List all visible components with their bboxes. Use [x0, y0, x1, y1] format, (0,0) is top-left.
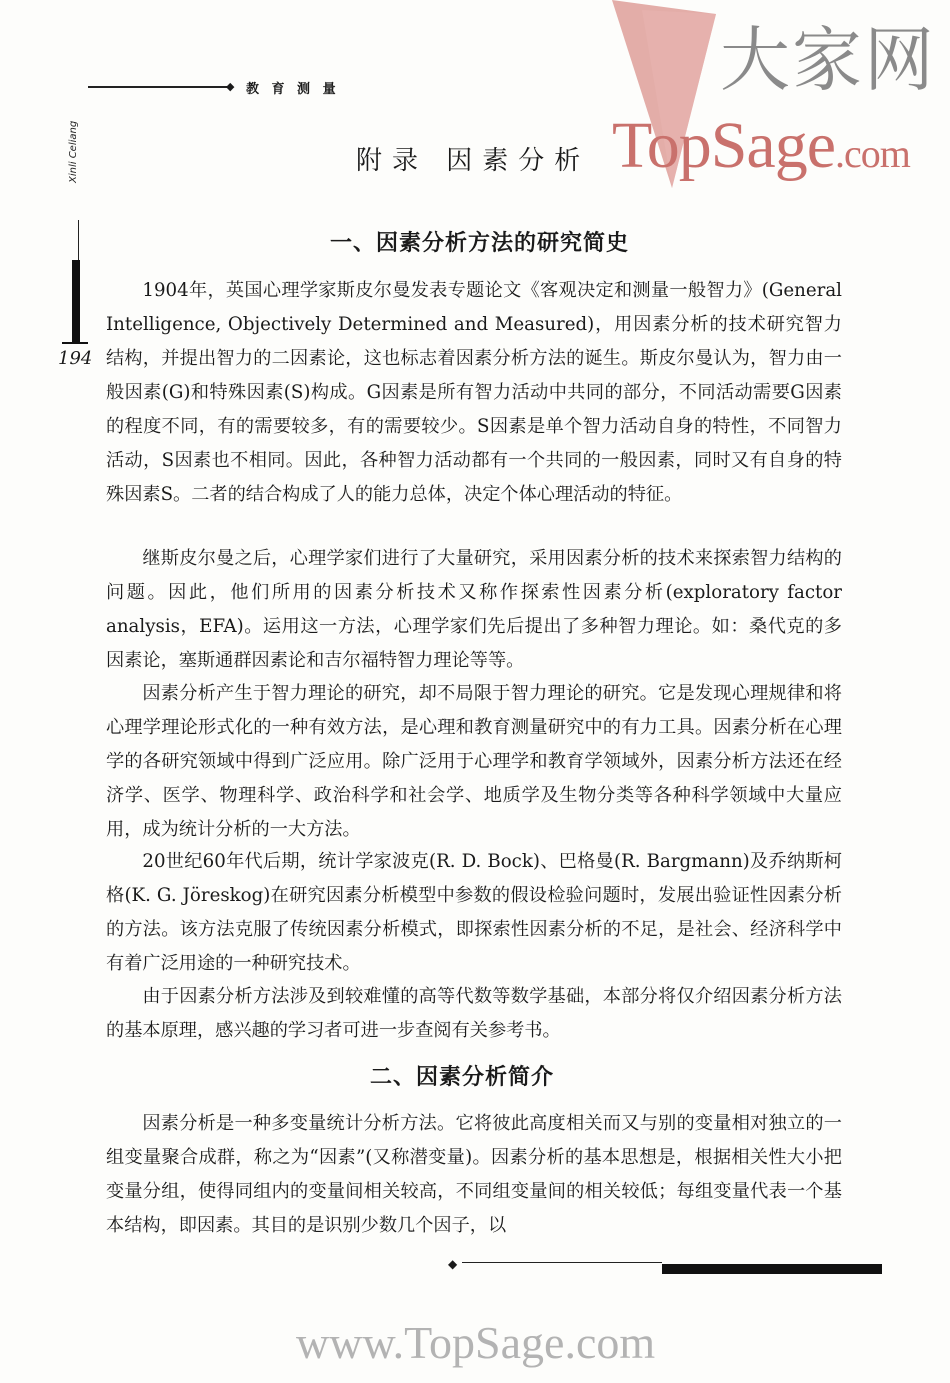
logo-suffix: .com — [835, 131, 910, 176]
paragraph: 因素分析产生于智力理论的研究，却不局限于智力理论的研究。它是发现心理规律和将心理学理论形式化的一种有效方法，是心理和教育测量研究中的有力工具。因素分析在心理学的各研究领域中得到广泛应用。除广泛用于心理学和教育学领域外，因素分析方法还在经济学、医学、物理科学、政治科学和社会学、地质学及生物分类等各种科学领域中大量应用，成为统计分析的一大方法。 — [106, 683, 842, 840]
paragraph: 继斯皮尔曼之后，心理学家们进行了大量研究，采用因素分析的技术来探索智力结构的问题。因此，他们所用的因素分析技术又称作探索性因素分析(exploratory factor analysis，EFA)。运用这一方法，心理学家们先后提出了多种智力理论。如：桑代克的多因素论，塞斯通群因素论和吉尔福特智力理论等等。 — [106, 548, 842, 671]
section-heading: 二、因素分析简介 — [370, 1064, 555, 1090]
diamond-icon: ◆ — [448, 1257, 458, 1271]
logo-name: TopSage — [612, 109, 836, 182]
section-heading: 一、因素分析方法的研究简史 — [330, 230, 630, 256]
side-rule-foot — [62, 342, 88, 344]
footer-rule — [462, 1262, 662, 1263]
side-bar — [72, 260, 80, 342]
logo-chinese: 大家网 — [720, 19, 936, 101]
logo-topsage — [612, 108, 910, 184]
footer-bar — [662, 1264, 882, 1274]
footer-watermark: www.TopSage.com — [296, 1317, 656, 1368]
page-title: 附录 因素分析 — [356, 146, 591, 176]
page-number: 194 — [58, 348, 93, 369]
header-rule — [88, 86, 228, 88]
paragraph: 因素分析是一种多变量统计分析方法。它将彼此高度相关而又与别的变量相对独立的一组变量聚合成群，称之为“因素”(又称潜变量)。因素分析的基本思想是，根据相关性大小把变量分组，使得同组内的变量间相关较高，不同组变量间的相关较低；每组变量代表一个基本结构，即因素。其目的是识别少数几个因子，以 — [106, 1113, 842, 1236]
paragraph: 由于因素分析方法涉及到较难懂的高等代数等数学基础，本部分将仅介绍因素分析方法的基本原理，感兴趣的学习者可进一步查阅有关参考书。 — [106, 986, 842, 1041]
diamond-icon: ◆ — [226, 80, 235, 93]
paragraph: 20世纪60年代后期，统计学家波克(R. D. Bock)、巴格曼(R. Bargmann)及乔纳斯柯格(K. G. Jöreskog)在研究因素分析模型中参数的假设检验问题时，发展出验证性因素分析的方法。该方法克服了传统因素分析模式，即探索性因素分析的不足，是社会、经济科学中有着广泛用途的一种研究技术。 — [106, 851, 842, 974]
running-header: 教 育 测 量 — [246, 82, 340, 97]
side-label: Xinli Celiang — [68, 120, 79, 184]
paragraph: 1904年，英国心理学家斯皮尔曼发表专题论文《客观决定和测量一般智力》(General Intelligence, Objectively Determined and Measured)，用因素分析的技术研究智力结构，并提出智力的二因素论，这也标志着因素分析方法的诞生。斯皮尔曼认为，智力由一般因素(G)和特殊因素(S)构成。G因素是所有智力活动中共同的部分，不同活动需要G因素的程度不同，有的需要较多，有的需要较少。S因素是单个智力活动自身的特性，不同智力活动，S因素也不相同。因此，各种智力活动都有一个共同的一般因素，同时又有自身的特殊因素S。二者的结合构成了人的能力总体，决定个体心理活动的特征。 — [106, 280, 842, 505]
side-rule — [78, 220, 79, 260]
